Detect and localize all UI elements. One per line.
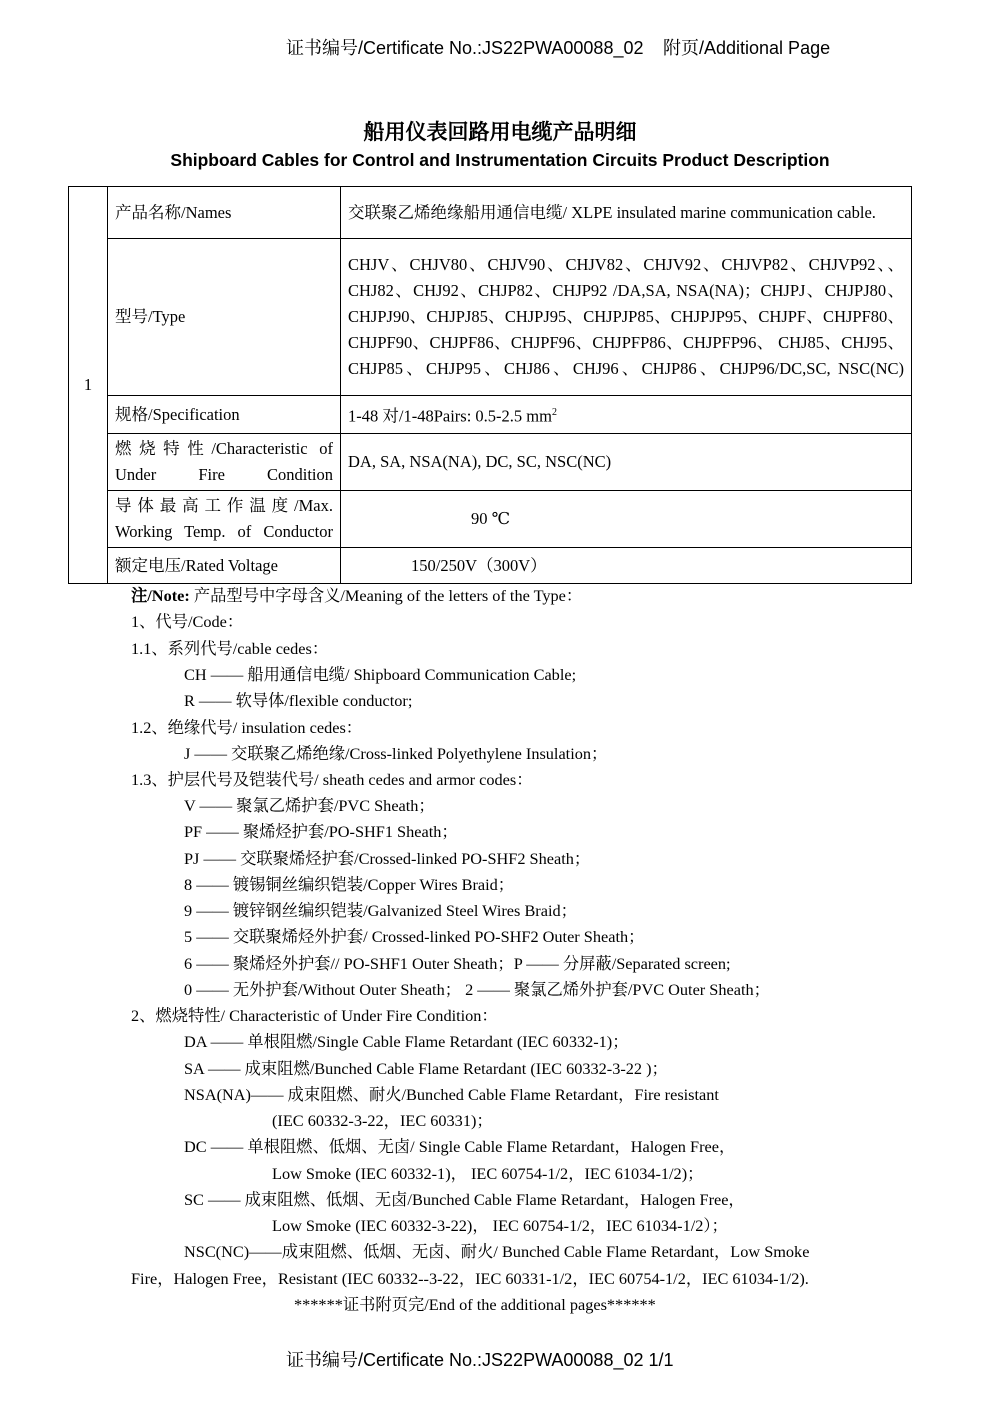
note-line: CH —— 船用通信电缆/ Shipboard Communication Cable; <box>184 665 577 684</box>
note-line: J —— 交联聚乙烯绝缘/Cross-linked Polyethylene Insulation； <box>184 744 608 763</box>
note-line <box>131 582 582 606</box>
note-line: V —— 聚氯乙烯护套/PVC Sheath； <box>184 796 435 815</box>
note-line: 1.3、护层代号及铠装代号/ sheath cedes and armor codes： <box>131 770 533 789</box>
note-text: 产品型号中字母含义/Meaning of the letters of the Type： <box>189 586 583 605</box>
value-specification <box>341 396 912 434</box>
temp-label-text: 导体最高工作温度/Max. Working Temp. of Conductor <box>115 496 333 541</box>
item-number: 1 <box>69 187 108 584</box>
spec-superscript: 2 <box>551 406 557 418</box>
note-line: 8 —— 镀锡铜丝编织铠装/Copper Wires Braid； <box>184 875 515 894</box>
note-line: Low Smoke (IEC 60332-1)， IEC 60754-1/2，IEC 61034-1/2)； <box>272 1164 704 1183</box>
note-line: PJ —— 交联聚烯烃护套/Crossed-linked PO-SHF2 Sheath； <box>184 849 591 868</box>
note-line: 9 —— 镀锌钢丝编织铠装/Galvanized Steel Wires Braid； <box>184 901 577 920</box>
title-english: Shipboard Cables for Control and Instrumentation Circuits Product Description <box>170 150 830 170</box>
note-line: DA —— 单根阻燃/Single Cable Flame Retardant (IEC 60332-1)； <box>184 1032 629 1051</box>
label-max-temp <box>108 491 341 548</box>
table-row <box>69 491 912 548</box>
value-names: 交联聚乙烯绝缘船用通信电缆/ XLPE insulated marine communication cable. <box>341 187 912 239</box>
value-fire-characteristic: DA, SA, NSA(NA), DC, SC, NSC(NC) <box>341 434 912 491</box>
additional-page-label: 附页/Additional Page <box>663 38 831 58</box>
note-line: NSA(NA)—— 成束阻燃、耐火/Bunched Cable Flame Retardant，Fire resistant <box>184 1085 719 1104</box>
note-bold-label: 注/Note: <box>131 586 190 605</box>
spec-text: 1-48 对/1-48Pairs: 0.5-2.5 mm <box>348 406 552 426</box>
label-rated-voltage: 额定电压/Rated Voltage <box>108 548 341 584</box>
note-line: 1.1、系列代号/cable cedes： <box>131 639 329 658</box>
note-line: 0 —— 无外护套/Without Outer Sheath； 2 —— 聚氯乙烯外护套/PVC Outer Sheath； <box>184 980 770 999</box>
product-table <box>68 186 912 584</box>
note-line: 1.2、绝缘代号/ insulation cedes： <box>131 718 363 737</box>
end-of-pages-line: ******证书附页完/End of the additional pages****** <box>294 1295 656 1314</box>
note-line: SC —— 成束阻燃、低烟、无卤/Bunched Cable Flame Retardant，Halogen Free， <box>184 1190 745 1209</box>
table-row <box>69 434 912 491</box>
note-line: DC —— 单根阻燃、低烟、无卤/ Single Cable Flame Retardant，Halogen Free， <box>184 1137 736 1156</box>
table-row <box>69 396 912 434</box>
note-line: 1、代号/Code： <box>131 612 244 631</box>
label-names: 产品名称/Names <box>108 187 341 239</box>
note-line: R —— 软导体/flexible conductor; <box>184 691 413 710</box>
label-specification: 规格/Specification <box>108 396 341 434</box>
certificate-number: 证书编号/Certificate No.:JS22PWA00088_02 <box>286 38 644 58</box>
note-line: Low Smoke (IEC 60332-3-22)， IEC 60754-1/2，IEC 61034-1/2）； <box>272 1216 728 1235</box>
fire-label-text: 燃烧特性/Characteristic of Under Fire Condition <box>115 439 333 484</box>
label-fire-characteristic <box>108 434 341 491</box>
table-row <box>69 548 912 584</box>
note-line: 5 —— 交联聚烯烃外护套/ Crossed-linked PO-SHF2 Outer Sheath； <box>184 927 645 946</box>
note-line: 2、燃烧特性/ Characteristic of Under Fire Condition： <box>131 1006 498 1025</box>
note-line: SA —— 成束阻燃/Bunched Cable Flame Retardant (IEC 60332-3-22 )； <box>184 1059 668 1078</box>
note-line: Fire，Halogen Free，Resistant (IEC 60332--3-22，IEC 60331-1/2，IEC 60754-1/2，IEC 61034-1/2). <box>131 1269 809 1288</box>
value-max-temp: 90 ℃ <box>341 491 912 548</box>
note-line: NSC(NC)——成束阻燃、低烟、无卤、耐火/ Bunched Cable Flame Retardant，Low Smoke <box>184 1242 810 1261</box>
note-line: (IEC 60332-3-22，IEC 60331)； <box>272 1111 493 1130</box>
page-footer: 证书编号/Certificate No.:JS22PWA00088_02 1/1 <box>286 1350 674 1370</box>
note-line: 6 —— 聚烯烃外护套// PO-SHF1 Outer Sheath；P —— 分屏蔽/Separated screen; <box>184 954 731 973</box>
label-type: 型号/Type <box>108 239 341 396</box>
value-type: CHJV、CHJV80、CHJV90、CHJV82、CHJV92、CHJVP82、CHJVP92、、CHJ82、CHJ92、CHJP82、CHJP92 /DA,SA, NSA(NA)；CHJPJ、CHJPJ80、CHJPJ90、CHJPJ85、CHJPJ95、CHJPJP85、CHJPJP95、CHJPF、CHJPF80、CHJPF90、CHJPF86、CHJPF96、CHJPFP86、CHJPFP96、 CHJ85、CHJ95、CHJP85、CHJP95、CHJ86、CHJ96、CHJP86、CHJP96/DC,SC, NSC(NC) <box>341 239 912 396</box>
note-line: PF —— 聚烯烃护套/PO-SHF1 Sheath； <box>184 822 458 841</box>
table-row <box>69 239 912 396</box>
value-rated-voltage: 150/250V（300V） <box>341 548 912 584</box>
title-chinese: 船用仪表回路用电缆产品明细 <box>363 120 637 144</box>
table-row <box>69 187 912 239</box>
